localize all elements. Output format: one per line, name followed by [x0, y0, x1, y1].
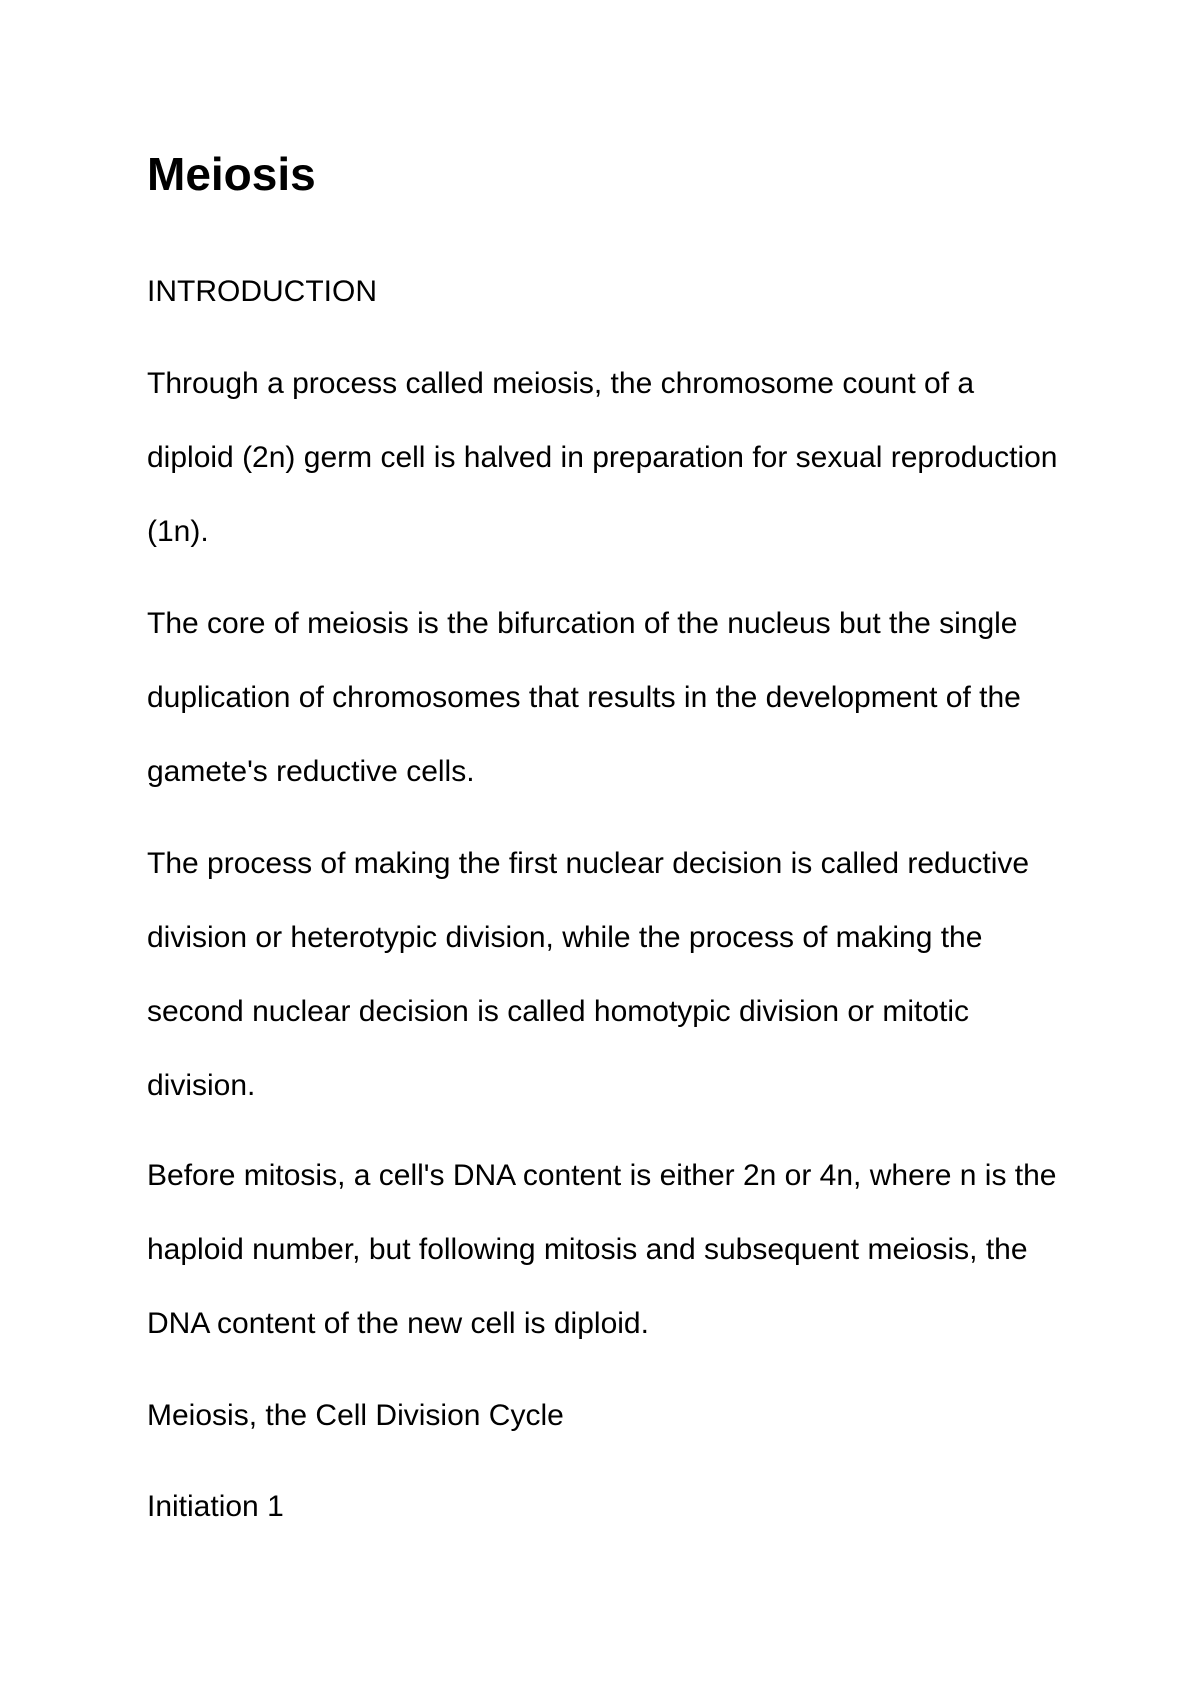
paragraph-nuclear-divisions: The process of making the first nuclear decision is called reductive division or heterotypic division, while the process of making the second nuclear decision is called homotypic division or mitotic division. [147, 847, 1030, 1102]
cell-division-cycle-heading: Meiosis, the Cell Division Cycle [147, 1399, 564, 1432]
introduction-heading: INTRODUCTION [147, 275, 377, 308]
initiation-heading: Initiation 1 [147, 1490, 284, 1523]
paragraph-meiosis-core: The core of meiosis is the bifurcation of the nucleus but the single duplication of chromosomes that results in the development of the gamete's reductive cells. [147, 607, 1021, 788]
paragraph-meiosis-definition: Through a process called meiosis, the chromosome count of a diploid (2n) germ cell is halved in preparation for sexual reproduction (1n). [147, 367, 1058, 548]
paragraph-dna-content: Before mitosis, a cell's DNA content is either 2n or 4n, where n is the haploid number, but following mitosis and subsequent meiosis, the DNA content of the new cell is diploid. [147, 1159, 1057, 1340]
document-title: Meiosis [147, 148, 316, 200]
document-page [147, 0, 1067, 1698]
